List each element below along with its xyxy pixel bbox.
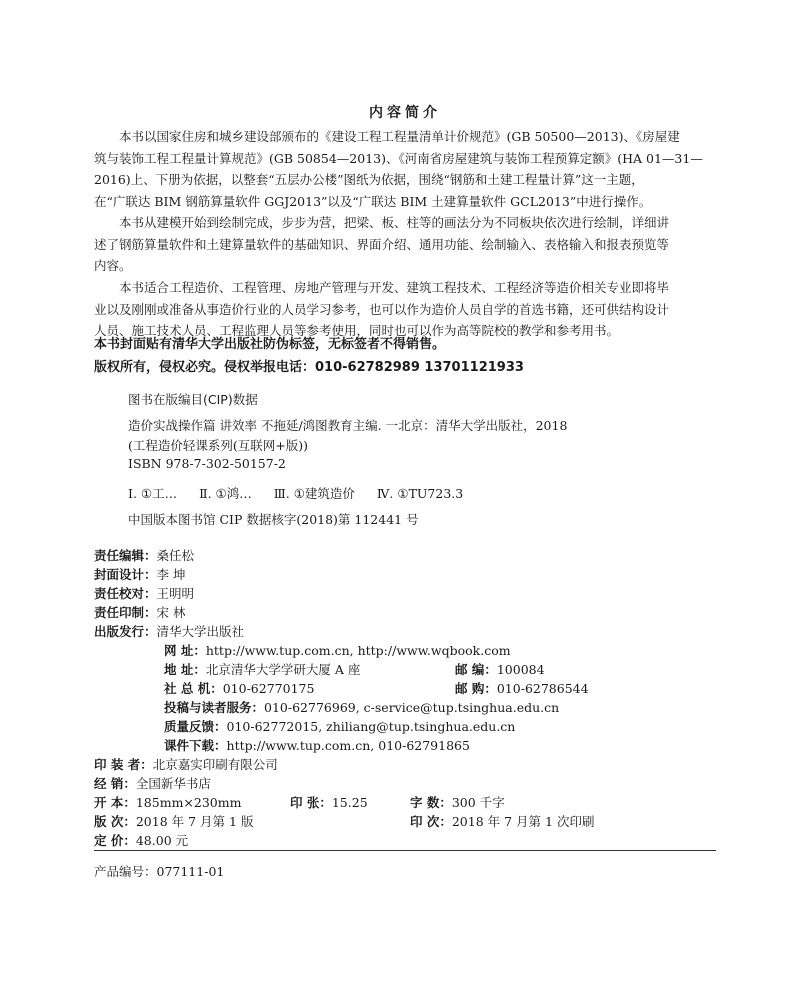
production-value: 2018 年 7 月第 1 版 xyxy=(135,814,254,829)
production-value: 北京嘉实印刷有限公司 xyxy=(152,757,278,772)
credit-proof xyxy=(94,583,194,602)
credit-value: 王明明 xyxy=(156,586,195,601)
production-impression xyxy=(410,811,594,830)
production-label: 定 价： xyxy=(94,833,136,848)
text-line: 筑与装饰工程工程量计算规范》(GB 50854—2013)、《河南省房屋建筑与装饰工程预算定额》(HA 01—31— xyxy=(94,150,703,166)
contact-label: 社 总 机： xyxy=(164,681,223,696)
text-line: 述了钢筋算量软件和土建算量软件的基础知识、界面介绍、通用功能、绘制输入、表格输入和报表预览等 xyxy=(94,236,670,252)
cip-heading: 图书在版编目(CIP)数据 xyxy=(128,392,258,407)
credit-label: 出版发行： xyxy=(94,624,157,639)
contact-label: 邮 编： xyxy=(455,662,497,677)
contact-value: 010-62772015, zhiliang@tup.tsinghua.edu.cn xyxy=(226,719,516,734)
cip-classification xyxy=(128,484,463,502)
production-sheets xyxy=(290,792,368,811)
production-value: 48.00 元 xyxy=(135,833,189,848)
credit-value: 清华大学出版社 xyxy=(156,624,245,639)
credit-print-duty xyxy=(94,602,186,621)
contact-value: 010-62786544 xyxy=(496,681,589,696)
contact-value: 100084 xyxy=(496,662,545,677)
contact-switchboard xyxy=(164,678,314,697)
production-label: 印 次： xyxy=(410,814,452,829)
production-words xyxy=(410,792,505,811)
contact-mail-order xyxy=(455,678,589,697)
production-price xyxy=(94,830,188,849)
production-value: 300 千字 xyxy=(451,795,505,810)
anti-counterfeit-notice: 本书封面贴有清华大学出版社防伪标签，无标签者不得销售。 xyxy=(94,337,446,352)
cip-series-line: (工程造价轻课系列(互联网+版)) xyxy=(128,438,308,453)
production-label: 经 销： xyxy=(94,776,136,791)
contact-label: 投稿与读者服务： xyxy=(164,700,265,715)
production-label: 字 数： xyxy=(410,795,452,810)
contact-address xyxy=(164,659,360,678)
text-line: 本书从建模开始到绘制完成，步步为营，把梁、板、柱等的画法分为不同板块依次进行绘制，详细讲 xyxy=(119,215,670,230)
credit-editor xyxy=(94,545,194,564)
production-value: 2018 年 7 月第 1 次印刷 xyxy=(451,814,595,829)
contact-label: 质量反馈： xyxy=(164,719,227,734)
production-printer xyxy=(94,754,278,773)
production-label: 印 装 者： xyxy=(94,757,153,772)
text-line: 本书以国家住房和城乡建设部颁布的《建设工程工程量清单计价规范》(GB 50500—2013)、《房屋建 xyxy=(119,129,680,144)
production-value: 15.25 xyxy=(331,795,368,810)
credit-label: 责任编辑： xyxy=(94,548,157,563)
production-format xyxy=(94,792,241,811)
cip-class-1: Ⅰ. ①工… xyxy=(128,486,178,501)
production-edition xyxy=(94,811,253,830)
text-line: 人员、施工技术人员、工程监理人员等参考使用，同时也可以作为高等院校的教学和参考用书。 xyxy=(94,323,620,338)
cip-class-4: Ⅳ. ①TU723.3 xyxy=(376,486,464,501)
credit-value: 桑任松 xyxy=(156,548,195,563)
contact-value: http://www.tup.com.cn, http://www.wqbook.com xyxy=(205,643,511,658)
contact-value: 北京清华大学学研大厦 A 座 xyxy=(205,662,361,677)
contact-label: 地 址： xyxy=(164,662,206,677)
contact-value: http://www.tup.com.cn, 010-62791865 xyxy=(226,738,470,753)
cip-record-number: 中国版本图书馆 CIP 数据核字(2018)第 112441 号 xyxy=(128,512,419,527)
text-line: 内容。 xyxy=(94,258,132,273)
intro-paragraph-3 xyxy=(94,277,722,342)
contact-value: 010-62770175 xyxy=(222,681,315,696)
contact-postcode xyxy=(455,659,545,678)
credit-label: 封面设计： xyxy=(94,567,157,582)
cip-class-2: Ⅱ. ①鸿… xyxy=(199,486,252,501)
text-line: 在“广联达 BIM 钢筋算量软件 GGJ2013”以及“广联达 BIM 土建算量软件 GCL2013”中进行操作。 xyxy=(94,193,652,209)
credit-value: 宋 林 xyxy=(156,605,186,620)
cip-isbn: ISBN 978-7-302-50157-2 xyxy=(128,456,286,471)
credit-cover xyxy=(94,564,186,583)
contact-label: 网 址： xyxy=(164,643,206,658)
production-distributor xyxy=(94,773,211,792)
production-label: 开 本： xyxy=(94,795,136,810)
contact-service xyxy=(164,697,559,716)
text-line: 2016)上、下册为依据，以整套“五层办公楼”图纸为依据，围绕“钢筋和土建工程量计算”这一主题， xyxy=(94,172,644,187)
cip-title-line: 造价实战操作篇 讲效率 不拖延/鸿图教育主编. 一北京：清华大学出版社，2018 xyxy=(128,418,568,433)
credit-label: 责任校对： xyxy=(94,586,157,601)
production-label: 版 次： xyxy=(94,814,136,829)
divider-rule xyxy=(94,850,716,851)
credit-value: 李 坤 xyxy=(156,567,186,582)
credit-label: 责任印制： xyxy=(94,605,157,620)
contact-web xyxy=(164,640,511,659)
copyright-notice: 版权所有，侵权必究。侵权举报电话：010-62782989 13701121933 xyxy=(94,360,524,375)
credit-publisher xyxy=(94,621,244,640)
cip-class-3: Ⅲ. ①建筑造价 xyxy=(273,486,355,501)
contact-quality xyxy=(164,716,515,735)
production-value: 全国新华书店 xyxy=(135,776,211,791)
intro-paragraph-1 xyxy=(94,126,722,212)
production-label: 印 张： xyxy=(290,795,332,810)
contact-download xyxy=(164,735,470,754)
text-line: 本书适合工程造价、工程管理、房地产管理与开发、建筑工程技术、工程经济等造价相关专业即将毕 xyxy=(119,280,670,295)
contact-value: 010-62776969, c-service@tup.tsinghua.edu.cn xyxy=(264,700,560,715)
intro-paragraph-2 xyxy=(94,212,722,277)
product-code: 产品编号：077111-01 xyxy=(94,864,225,879)
text-line: 业以及刚刚或准备从事造价行业的人员学习参考，也可以作为造价人员自学的首选书籍，还可供结构设计 xyxy=(94,301,670,317)
contact-label: 课件下载： xyxy=(164,738,227,753)
contact-label: 邮 购： xyxy=(455,681,497,696)
page-title: 内容简介 xyxy=(369,105,441,121)
production-value: 185mm×230mm xyxy=(135,795,242,810)
